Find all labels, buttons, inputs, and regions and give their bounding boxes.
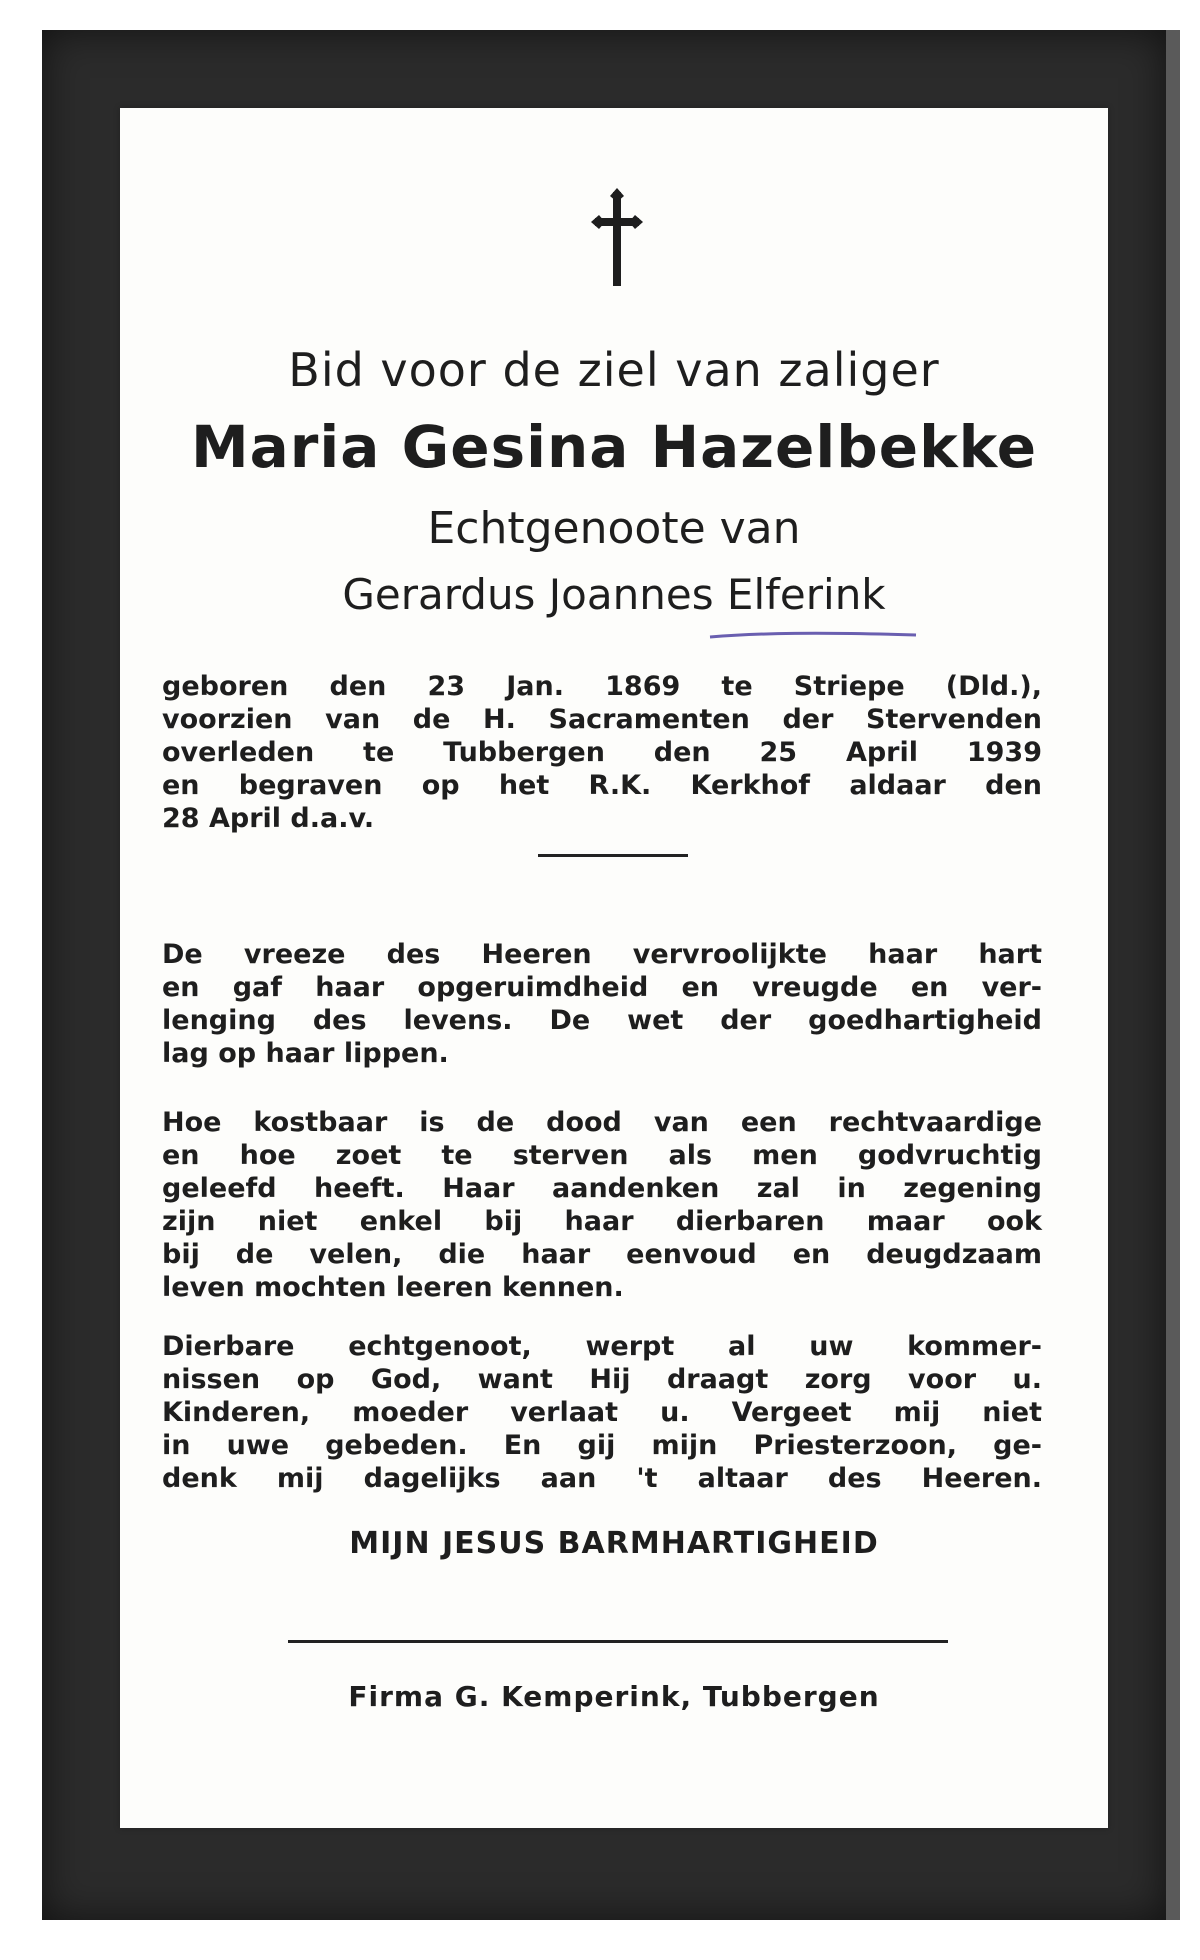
short-divider — [538, 854, 688, 857]
scripture-paragraph — [162, 938, 1042, 1070]
biography-line: en begraven op het R.K. Kerkhof aldaar den — [162, 770, 1042, 801]
paragraph-line: in uwe gebeden. En gij mijn Priesterzoon, ge- — [162, 1430, 1042, 1461]
farewell-paragraph — [162, 1330, 1042, 1495]
paragraph-line: lag op haar lippen. — [162, 1038, 449, 1069]
paragraph-line: De vreeze des Heeren vervroolijkte haar hart — [162, 939, 1042, 970]
paragraph-line: leven mochten leeren kennen. — [162, 1272, 624, 1303]
biography-paragraph — [162, 670, 1042, 835]
heading: Bid voor de ziel van zaliger — [288, 343, 940, 397]
biography-line: overleden te Tubbergen den 25 April 1939 — [162, 737, 1042, 768]
remembrance-paragraph — [162, 1106, 1042, 1304]
paragraph-line: Kinderen, moeder verlaat u. Vergeet mij niet — [162, 1397, 1042, 1428]
paragraph-line: denk mij dagelijks aan 't altaar des Heeren. — [162, 1463, 1042, 1494]
biography-line: voorzien van de H. Sacramenten der Stervenden — [162, 704, 1042, 735]
deceased-name: Maria Gesina Hazelbekke — [190, 413, 1038, 481]
paragraph-line: en hoe zoet te sterven als men godvruchtig — [162, 1140, 1042, 1171]
paragraph-line: Hoe kostbaar is de dood van een rechtvaardige — [162, 1107, 1042, 1138]
prayer-card — [120, 108, 1108, 1828]
biography-line: geboren den 23 Jan. 1869 te Striepe (Dld.), — [162, 671, 1042, 702]
paragraph-line: lenging des levens. De wet der goedhartigheid — [162, 1005, 1042, 1036]
paragraph-line: zijn niet enkel bij haar dierbaren maar ook — [162, 1206, 1042, 1237]
paragraph-line: Dierbare echtgenoot, werpt al uw kommer- — [162, 1331, 1042, 1362]
paragraph-line: en gaf haar opgeruimdheid en vreugde en ver- — [162, 972, 1042, 1003]
paragraph-line: bij de velen, die haar eenvoud en deugdzaam — [162, 1239, 1042, 1270]
spouse-label: Echtgenoote van — [427, 503, 801, 554]
pen-underline-mark — [708, 628, 918, 642]
motto: MIJN JESUS BARMHARTIGHEID — [349, 1526, 879, 1561]
paragraph-line: geleefd heeft. Haar aandenken zal in zegening — [162, 1173, 1042, 1204]
biography-line: 28 April d.a.v. — [162, 803, 375, 834]
long-divider — [288, 1640, 948, 1643]
printer-credit: Firma G. Kemperink, Tubbergen — [348, 1680, 880, 1713]
cross-icon — [591, 188, 643, 288]
paragraph-line: nissen op God, want Hij draagt zorg voor u. — [162, 1364, 1042, 1395]
spouse-name: Gerardus Joannes Elferink — [342, 570, 886, 619]
